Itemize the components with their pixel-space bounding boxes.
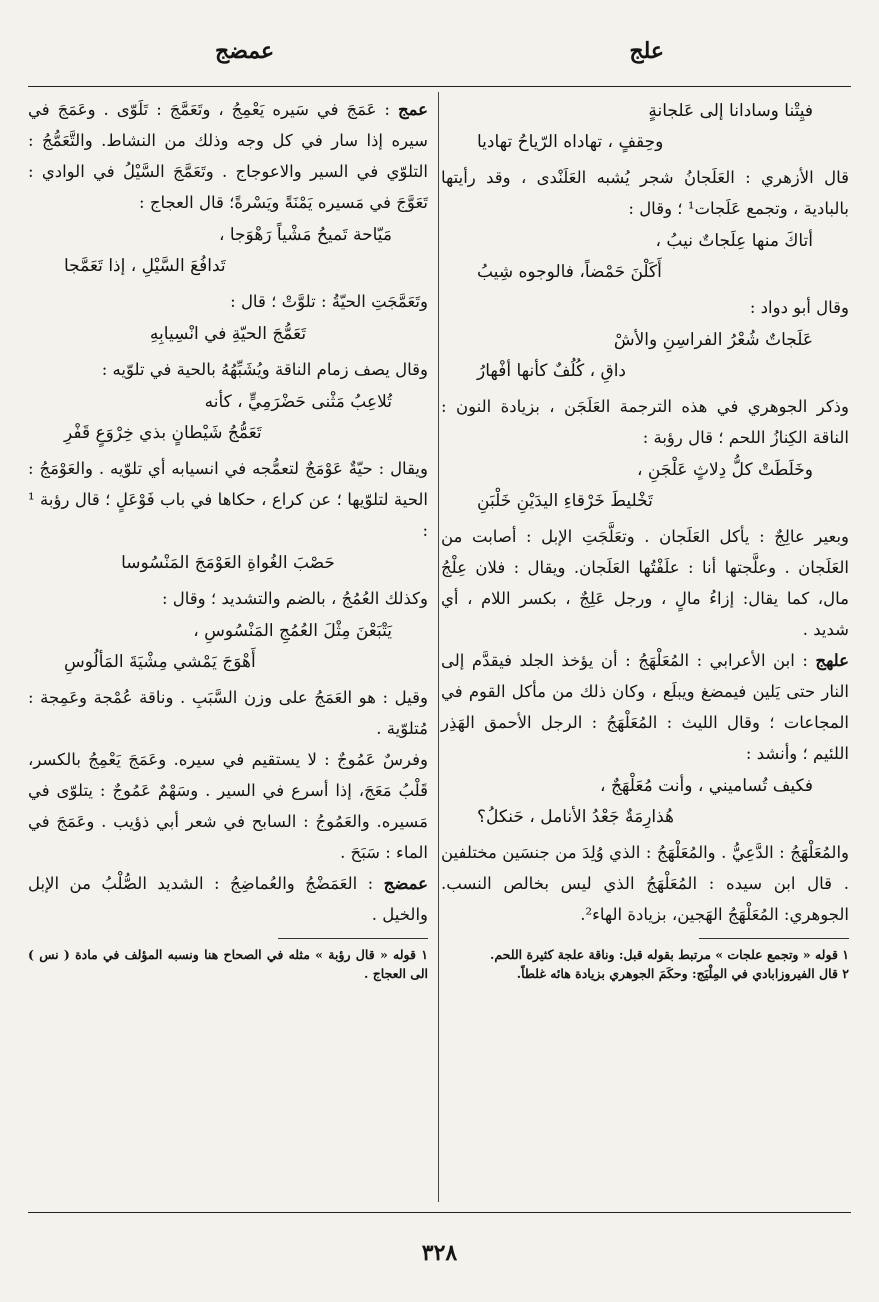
verse <box>28 319 428 350</box>
entry <box>28 868 428 930</box>
verse-line: تَخْليطَ خَرْقاءِ اليدَيْنِ خَلْبَنِ <box>477 491 653 511</box>
paragraph: والمُعَلْهَجُ : الدَّعِيُّ . والمُعَلْهَجُ : الذي وُلِدَ من جنسَين مختلفين . قال ابن سيده : المُعَلْهَجُ الذي ليس بخالص النسب. الجوهري: المُعَلْهَجُ الهَجين، بزيادة الهاء². <box>441 843 849 924</box>
verse-line: تَدافُعَ السَّيْلِ ، إذا تَعَمَّجا <box>64 256 226 276</box>
footnote: ٢ قال الفيروزابادي في المِلْيَج: وحكَمَ الجوهري بزيادة هائه غلطاً. <box>516 966 849 981</box>
verse <box>441 226 849 288</box>
verse-line: فكيف تُساميني ، وأنت مُعَلْهَجٌ ، <box>600 776 813 796</box>
verse-line: حَصْبَ الغُواةِ العَوْمَجَ المَنْسُوسا <box>121 553 335 573</box>
verse <box>441 455 849 517</box>
paragraph: وقال أبو دواد : <box>749 298 849 317</box>
verse-line: تَعَمُّجُ شَيْطانٍ بذي خِرْوَعٍ قَفْرِ <box>64 423 262 443</box>
verse-line: أَهْوَجَ يَمْشي مِشْيَةَ المَألُوسِ <box>64 652 256 672</box>
entry-text: : العَمَضْجُ والعُماضِجُ : الشديد الصُّلْبُ من الإبل والخيل . <box>28 874 428 924</box>
paragraph: وكذلك العُمُجُ ، بالضم والتشديد ؛ وقال : <box>161 589 428 608</box>
verse-line: وخَلَطَتْ كلُّ دِلاثٍ عَلْجَنِ ، <box>636 460 813 480</box>
entry-headword: عمج <box>397 100 429 119</box>
verse-line: وحِقفٍ ، تهاداه الرّياحُ تهاديا <box>477 132 664 152</box>
footer-rule <box>28 1212 851 1213</box>
entry-text: : عَمَجَ في سَيره يَعْمِجُ ، وتَعَمَّجَ : تَلَوّى . وعَمَجَ في سيره إذا سار في كل وجه وذلك من النشاط. والتَّعَمُّجُ : التلوّي في السير والاعوجاج . وتَعَمَّجَ السَّيْلُ في الوادي : تَعَوَّجَ في مَسيره يَمْنَةً ويَسْرةً؛ قال العجاج : <box>28 100 428 212</box>
verse-line: يَتْبَعْنَ مِثْلَ العُمُجِ المَنْسُوسِ ، <box>193 621 392 641</box>
paragraph: وتَعَمَّجَتِ الحيّةُ : تلوَّتْ ؛ قال : <box>230 292 428 311</box>
entry <box>441 645 849 769</box>
footnotes <box>28 945 428 983</box>
verse-line: تُلاعِبُ مَثْنى حَضْرَمِيٍّ ، كأنه <box>204 392 392 412</box>
column-divider <box>438 92 439 1202</box>
entry <box>28 94 428 218</box>
running-head-left: عمضج <box>215 38 275 64</box>
entry-headword: عمضج <box>383 874 429 893</box>
paragraph: وفرسٌ عَمُوجٌ : لا يستقيم في سيره. وعَمَجَ يَعْمِجُ بالكسر، قَلْبُ مَعَجَ، إذا أسرع في السير . وسَهْمٌ عَمُوجٌ : يتلوّى في مَسيره. والعَمُوجُ : السابح في شعر أبي ذؤيب . وعَمَجَ في الماء : سَبَحَ . <box>28 750 428 862</box>
verse-line: داقِ ، كُلُفٌ كأنها أفْهارُ <box>477 361 626 381</box>
verse <box>441 96 849 158</box>
verse-line: أَكَلْنَ حَمْضاً، فالوجوه شِيبُ <box>477 262 662 282</box>
footnotes <box>441 945 849 983</box>
paragraph: وقال يصف زمام الناقة ويُشَبِّهُهُ بالحية في تلوّيه : <box>101 360 428 379</box>
paragraph: وذكر الجوهري في هذه الترجمة العَلَجَن ، بزيادة النون : الناقة الكِنازُ اللحم ؛ قال رؤبة : <box>441 397 849 447</box>
verse <box>28 387 428 449</box>
paragraph: ويقال : حيّةٌ عَوْمَجٌ لتعمُّجه في انسيابه أي تلوّيه . والعَوْمَجُ : الحية لتلوّيها ؛ عن كراع ، حكاها في باب فَوْعَلٍ ؛ قال رؤبة ¹ : <box>28 459 428 540</box>
verse-line: عَلَجاتٌ شُعْرُ الفراسِنِ والأشْ <box>613 330 813 350</box>
verse <box>28 220 428 282</box>
footnote-rule <box>278 938 428 939</box>
verse-line: أتاكَ منها عِلَجاتٌ نيبُ ، <box>655 231 813 251</box>
paragraph: وبعير عالِجٌ : يأكل العَلَجان . وتعَلَّجَتِ الإبل : أصابت من العَلَجان . وعلَّجتها أنا : علَفْتُها العَلَجان. ويقال : فلان عِلْجُ مال، كما يقال: إزاءُ مالٍ ، ورجل عَلِجٌ ، بكسر اللام ، أي شديد . <box>441 527 849 639</box>
verse-line: تَعَمُّجَ الحيّةِ في انْسِيابِهِ <box>149 324 307 344</box>
page-number: ٣٢٨ <box>421 1240 458 1266</box>
entry-headword: علهج <box>815 651 849 670</box>
verse <box>28 616 428 678</box>
verse-line: هُذارِمَةٌ جَعْدُ الأنامل ، حَنكلُ؟ <box>477 807 675 827</box>
header-rule <box>28 86 851 87</box>
verse <box>441 771 849 833</box>
right-column <box>441 94 849 983</box>
paragraph: وقيل : هو العَمَجُ على وزن السَّبَبِ . وناقة عُمْجة وعَمِجة : مُتلوّية . <box>28 688 428 738</box>
verse <box>28 548 428 579</box>
footnote: ١ قوله « وتجمع علجات » مرتبط بقوله قبل: وناقة علجة كثيرة اللحم. <box>490 947 849 962</box>
running-head-right: علج <box>629 38 664 64</box>
entry-text: : ابن الأعرابي : المُعَلْهَجُ : أن يؤخذ الجلد فيقدَّم إلى النار حتى يَلين فيمضغ ويبلَع ، وكان ذلك من مأكل القوم في المجاعات ؛ وقال الليث : المُعَلْهَجُ : الرجل الأحمق الهَذِر اللئيم ؛ وأنشد : <box>441 651 849 763</box>
verse-line: مَيّاحة تَميحُ مَشْياً رَهْوَجا ، <box>218 225 392 245</box>
paragraph: قال الأزهري : العَلَجانُ شجر يُشبه العَلَنْدى ، وقد رأيتها بالبادية ، وتجمع عَلَجات¹ ؛ وقال : <box>441 168 849 218</box>
verse <box>441 325 849 387</box>
left-column <box>28 94 428 983</box>
verse-line: فيِتْنا وسادانا إلى عَلجانةٍ <box>648 101 813 121</box>
footnote-rule <box>699 938 849 939</box>
footnote: ١ قوله « قال رؤبة » مثله في الصحاح هنا ونسبه المؤلف في مادة ( نس ) الى العجاج . <box>28 947 428 981</box>
